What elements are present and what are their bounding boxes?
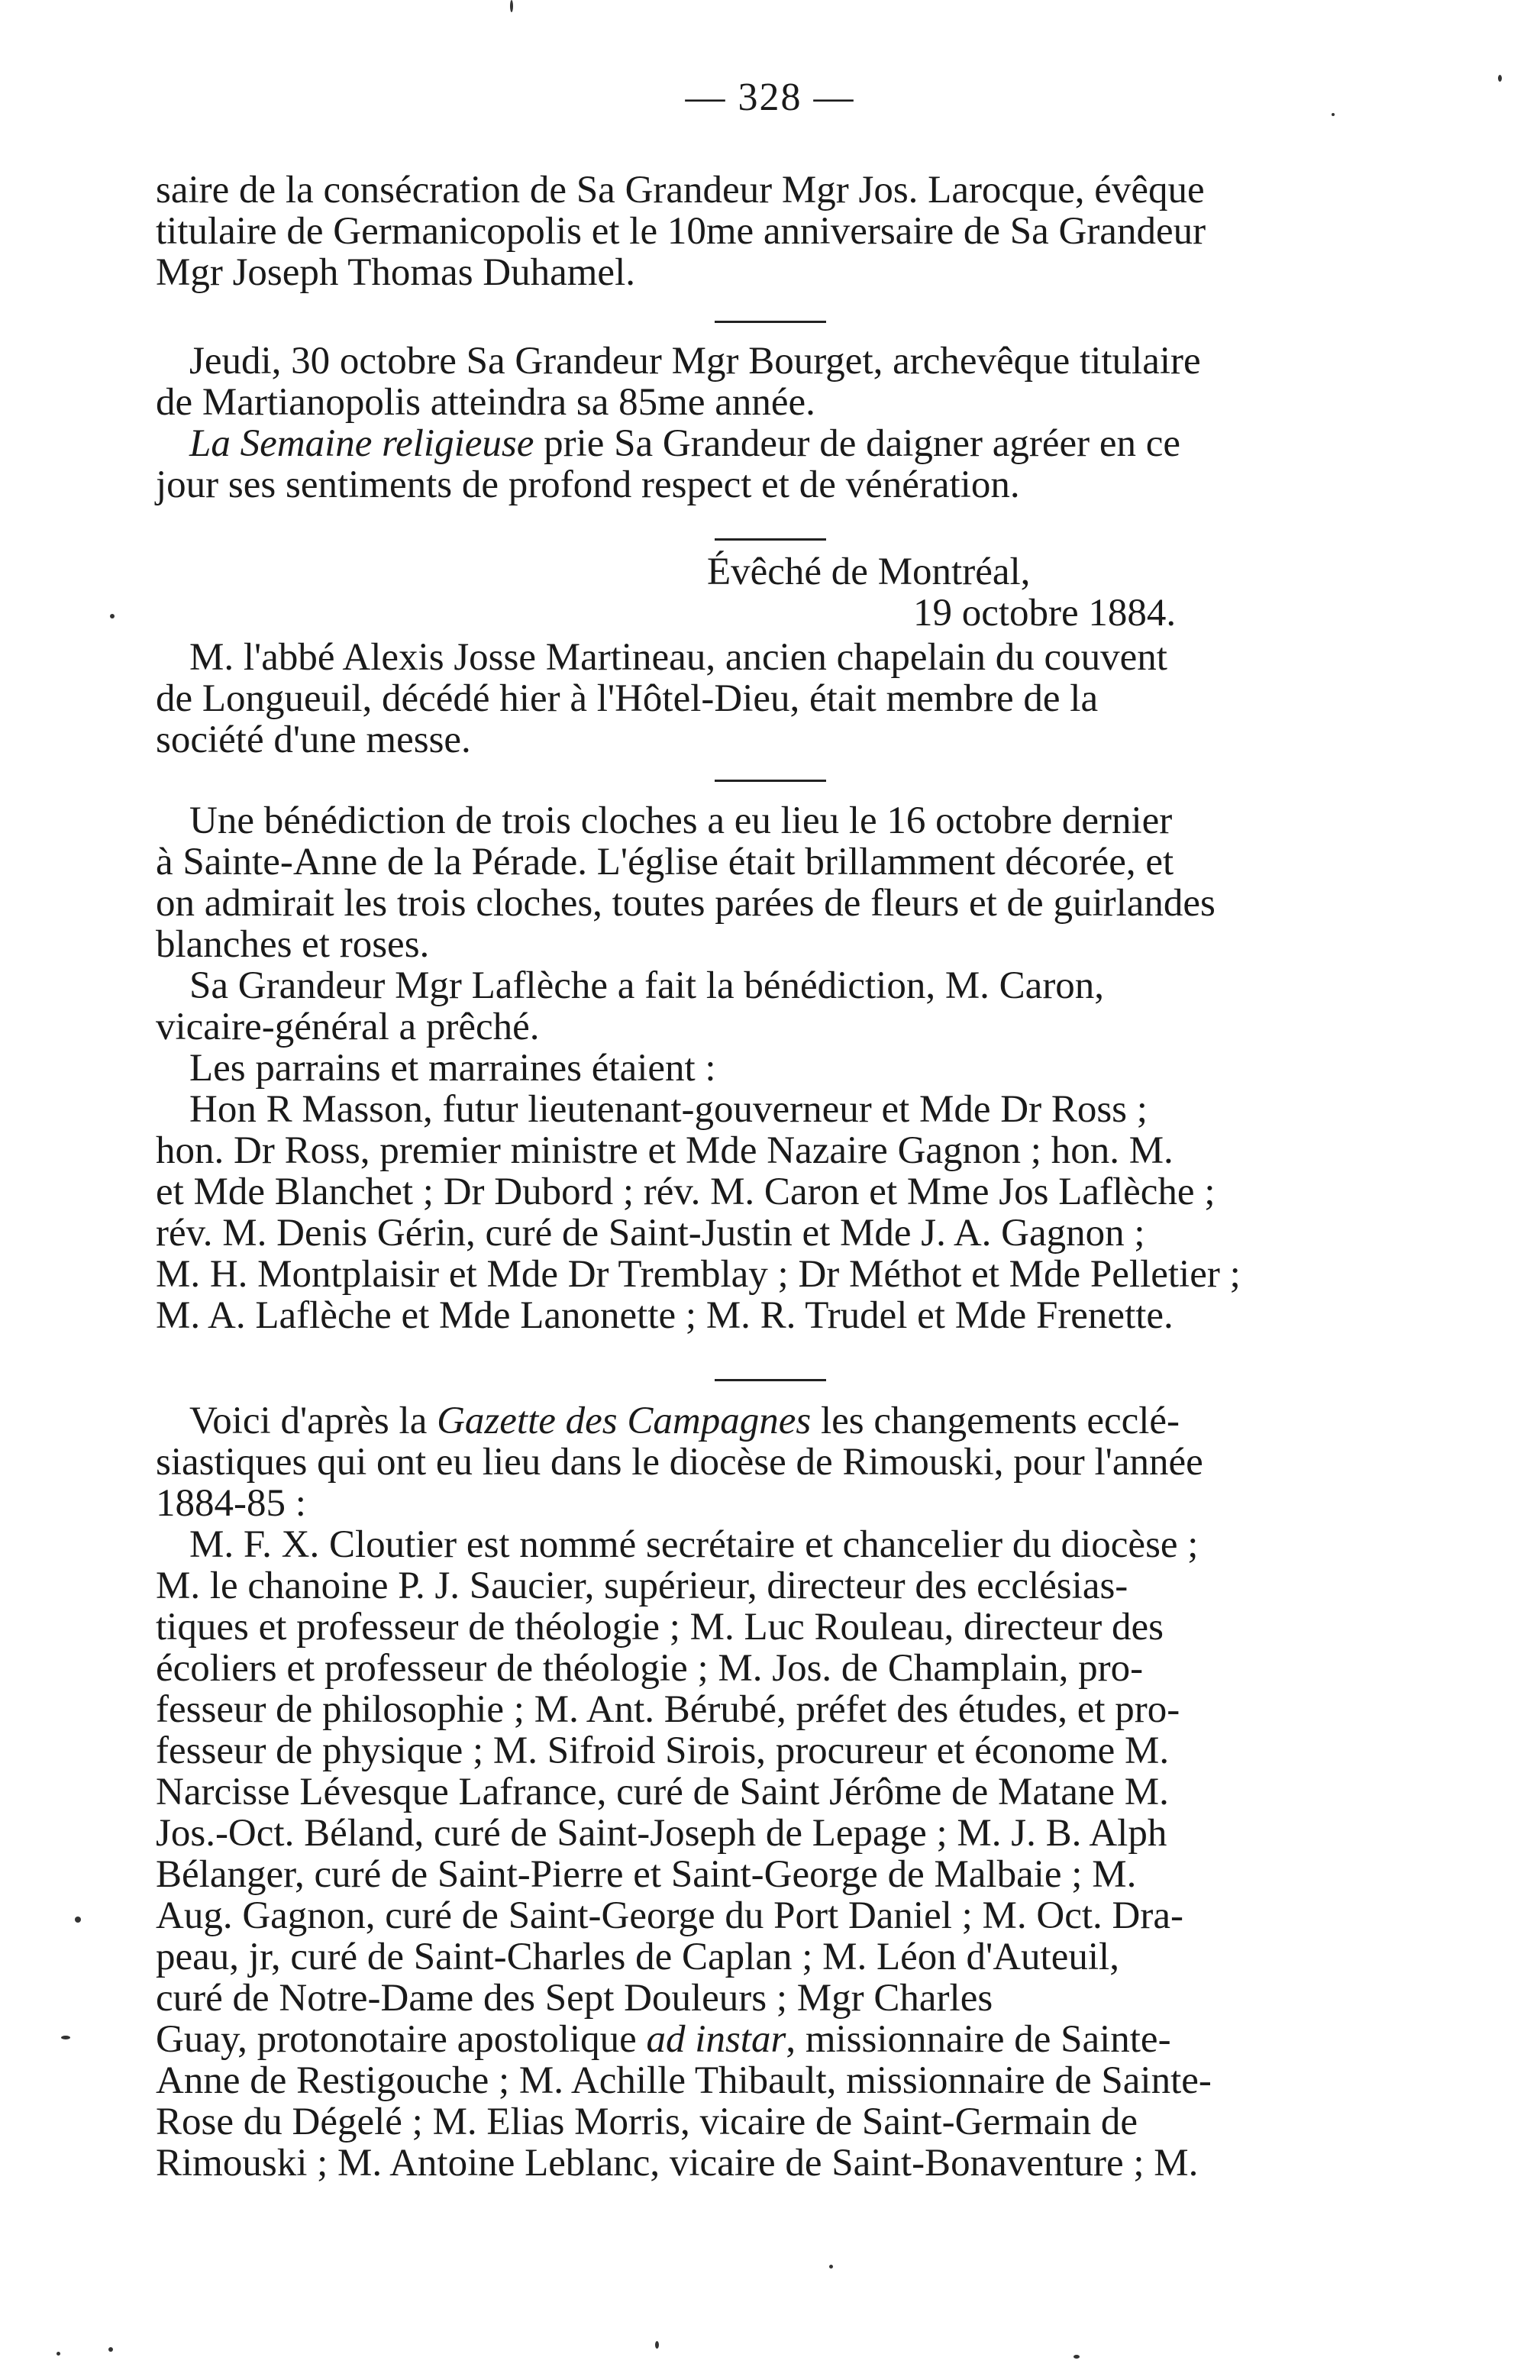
- text-line: titulaire de Germanicopolis et le 10me anniversaire de Sa Grandeur: [156, 210, 1206, 253]
- text-line: fesseur de philosophie ; M. Ant. Bérubé, préfet des études, et pro-: [156, 1688, 1180, 1731]
- text-line: fesseur de physique ; M. Sifroid Sirois, procureur et économe M.: [156, 1729, 1170, 1772]
- text-line-adinstar: [156, 2019, 1438, 2060]
- text-line: Une bénédiction de trois cloches a eu lieu le 16 octobre dernier: [189, 799, 1173, 842]
- text-line: Aug. Gagnon, curé de Saint-George du Port Daniel ; M. Oct. Dra-: [156, 1894, 1183, 1937]
- dateline-place: Évêché de Montréal,: [707, 551, 1031, 593]
- text-line: curé de Notre-Dame des Sept Douleurs ; Mgr Charles: [156, 1977, 993, 2020]
- text-line: Jeudi, 30 octobre Sa Grandeur Mgr Bourget, archevêque titulaire: [189, 340, 1201, 383]
- section-divider: [715, 780, 826, 782]
- text-line: M. le chanoine P. J. Saucier, supérieur, directeur des ecclésias-: [156, 1565, 1128, 1607]
- scan-speck: [110, 614, 115, 618]
- text-line: on admirait les trois cloches, toutes parées de fleurs et de guirlandes: [156, 882, 1216, 925]
- text-line-pre: Guay, protonotaire apostolique: [156, 2018, 647, 2061]
- scan-speck: [1498, 75, 1502, 82]
- paragraph-bourget: [156, 341, 1438, 505]
- text-line: Mgr Joseph Thomas Duhamel.: [156, 251, 635, 294]
- ad-instar: ad instar: [646, 2018, 786, 2061]
- page-number: — 328 —: [685, 76, 855, 119]
- text-line-post: les changements ecclé-: [811, 1400, 1180, 1442]
- text-line: jour ses sentiments de profond respect et de vénération.: [156, 463, 1020, 506]
- section-divider: [715, 538, 826, 541]
- text-line: Bélanger, curé de Saint-Pierre et Saint-George de Malbaie ; M.: [156, 1853, 1137, 1896]
- text-line: M. F. X. Cloutier est nommé secrétaire et chancelier du diocèse ;: [189, 1523, 1199, 1566]
- text-line: Les parrains et marraines étaient :: [189, 1047, 716, 1090]
- text-line-rest: prie Sa Grandeur de daigner agréer en ce: [534, 422, 1181, 465]
- paragraph-cloches: [156, 800, 1438, 1336]
- paragraph-rimouski: [156, 1400, 1438, 2184]
- scan-speck: [56, 2352, 60, 2356]
- scan-speck: [1332, 113, 1335, 116]
- text-line: de Martianopolis atteindra sa 85me année.: [156, 381, 815, 424]
- text-line: Jos.-Oct. Béland, curé de Saint-Joseph de Lepage ; M. J. B. Alph: [156, 1812, 1167, 1855]
- text-line: Rimouski ; M. Antoine Leblanc, vicaire de Saint-Bonaventure ; M.: [156, 2142, 1199, 2185]
- text-line: à Sainte-Anne de la Pérade. L'église était brillamment décorée, et: [156, 841, 1174, 883]
- text-line: de Longueuil, décédé hier à l'Hôtel-Dieu, était membre de la: [156, 677, 1099, 720]
- text-line: vicaire-général a prêché.: [156, 1006, 540, 1048]
- scan-speck: [829, 2265, 833, 2269]
- scan-speck: [75, 1917, 81, 1923]
- text-line: Sa Grandeur Mgr Laflèche a fait la bénédiction, M. Caron,: [189, 964, 1105, 1007]
- text-line: siastiques qui ont eu lieu dans le diocèse de Rimouski, pour l'année: [156, 1441, 1203, 1484]
- text-line: M. H. Montplaisir et Mde Dr Tremblay ; Dr Méthot et Mde Pelletier ;: [156, 1253, 1241, 1296]
- dateline-date: 19 octobre 1884.: [913, 592, 1177, 635]
- gazette-title: Gazette des Campagnes: [437, 1400, 812, 1442]
- text-line: M. A. Laflèche et Mde Lanonette ; M. R. Trudel et Mde Frenette.: [156, 1294, 1174, 1337]
- paragraph-consecration: [156, 170, 1438, 293]
- scan-speck: [655, 2341, 659, 2349]
- text-line: Hon R Masson, futur lieutenant-gouverneur et Mde Dr Ross ;: [189, 1088, 1148, 1131]
- text-line: peau, jr, curé de Saint-Charles de Caplan ; M. Léon d'Auteuil,: [156, 1936, 1119, 1978]
- section-divider: [715, 321, 826, 323]
- scan-speck: [510, 0, 513, 12]
- scan-speck: [108, 2347, 113, 2352]
- text-line-gazette: [156, 1400, 1438, 1442]
- text-line-semaine: [156, 423, 1438, 464]
- text-line: tiques et professeur de théologie ; M. Luc Rouleau, directeur des: [156, 1606, 1164, 1649]
- text-line: et Mde Blanchet ; Dr Dubord ; rév. M. Caron et Mme Jos Laflèche ;: [156, 1171, 1216, 1213]
- paragraph-martineau: [156, 637, 1438, 761]
- text-line: rév. M. Denis Gérin, curé de Saint-Justin et Mde J. A. Gagnon ;: [156, 1212, 1145, 1255]
- text-line: société d'une messe.: [156, 719, 471, 761]
- text-line: saire de la consécration de Sa Grandeur Mgr Jos. Larocque, évêque: [156, 169, 1205, 212]
- text-line: Rose du Dégelé ; M. Elias Morris, vicaire de Saint-Germain de: [156, 2101, 1138, 2143]
- text-line-pre: Voici d'après la: [189, 1400, 437, 1442]
- section-divider: [715, 1379, 826, 1381]
- text-line: blanches et roses.: [156, 923, 430, 966]
- text-line-post: , missionnaire de Sainte-: [786, 2018, 1171, 2061]
- text-line: écoliers et professeur de théologie ; M. Jos. de Champlain, pro-: [156, 1647, 1144, 1690]
- text-line: Anne de Restigouche ; M. Achille Thibault, missionnaire de Sainte-: [156, 2059, 1212, 2102]
- text-line: M. l'abbé Alexis Josse Martineau, ancien chapelain du couvent: [189, 636, 1167, 679]
- text-line: hon. Dr Ross, premier ministre et Mde Nazaire Gagnon ; hon. M.: [156, 1129, 1174, 1172]
- text-line: Narcisse Lévesque Lafrance, curé de Saint Jérôme de Matane M.: [156, 1771, 1169, 1813]
- text-line: 1884-85 :: [156, 1482, 306, 1525]
- scan-speck: [1073, 2355, 1080, 2359]
- scan-speck: [61, 2036, 70, 2039]
- semaine-title: La Semaine religieuse: [189, 422, 534, 465]
